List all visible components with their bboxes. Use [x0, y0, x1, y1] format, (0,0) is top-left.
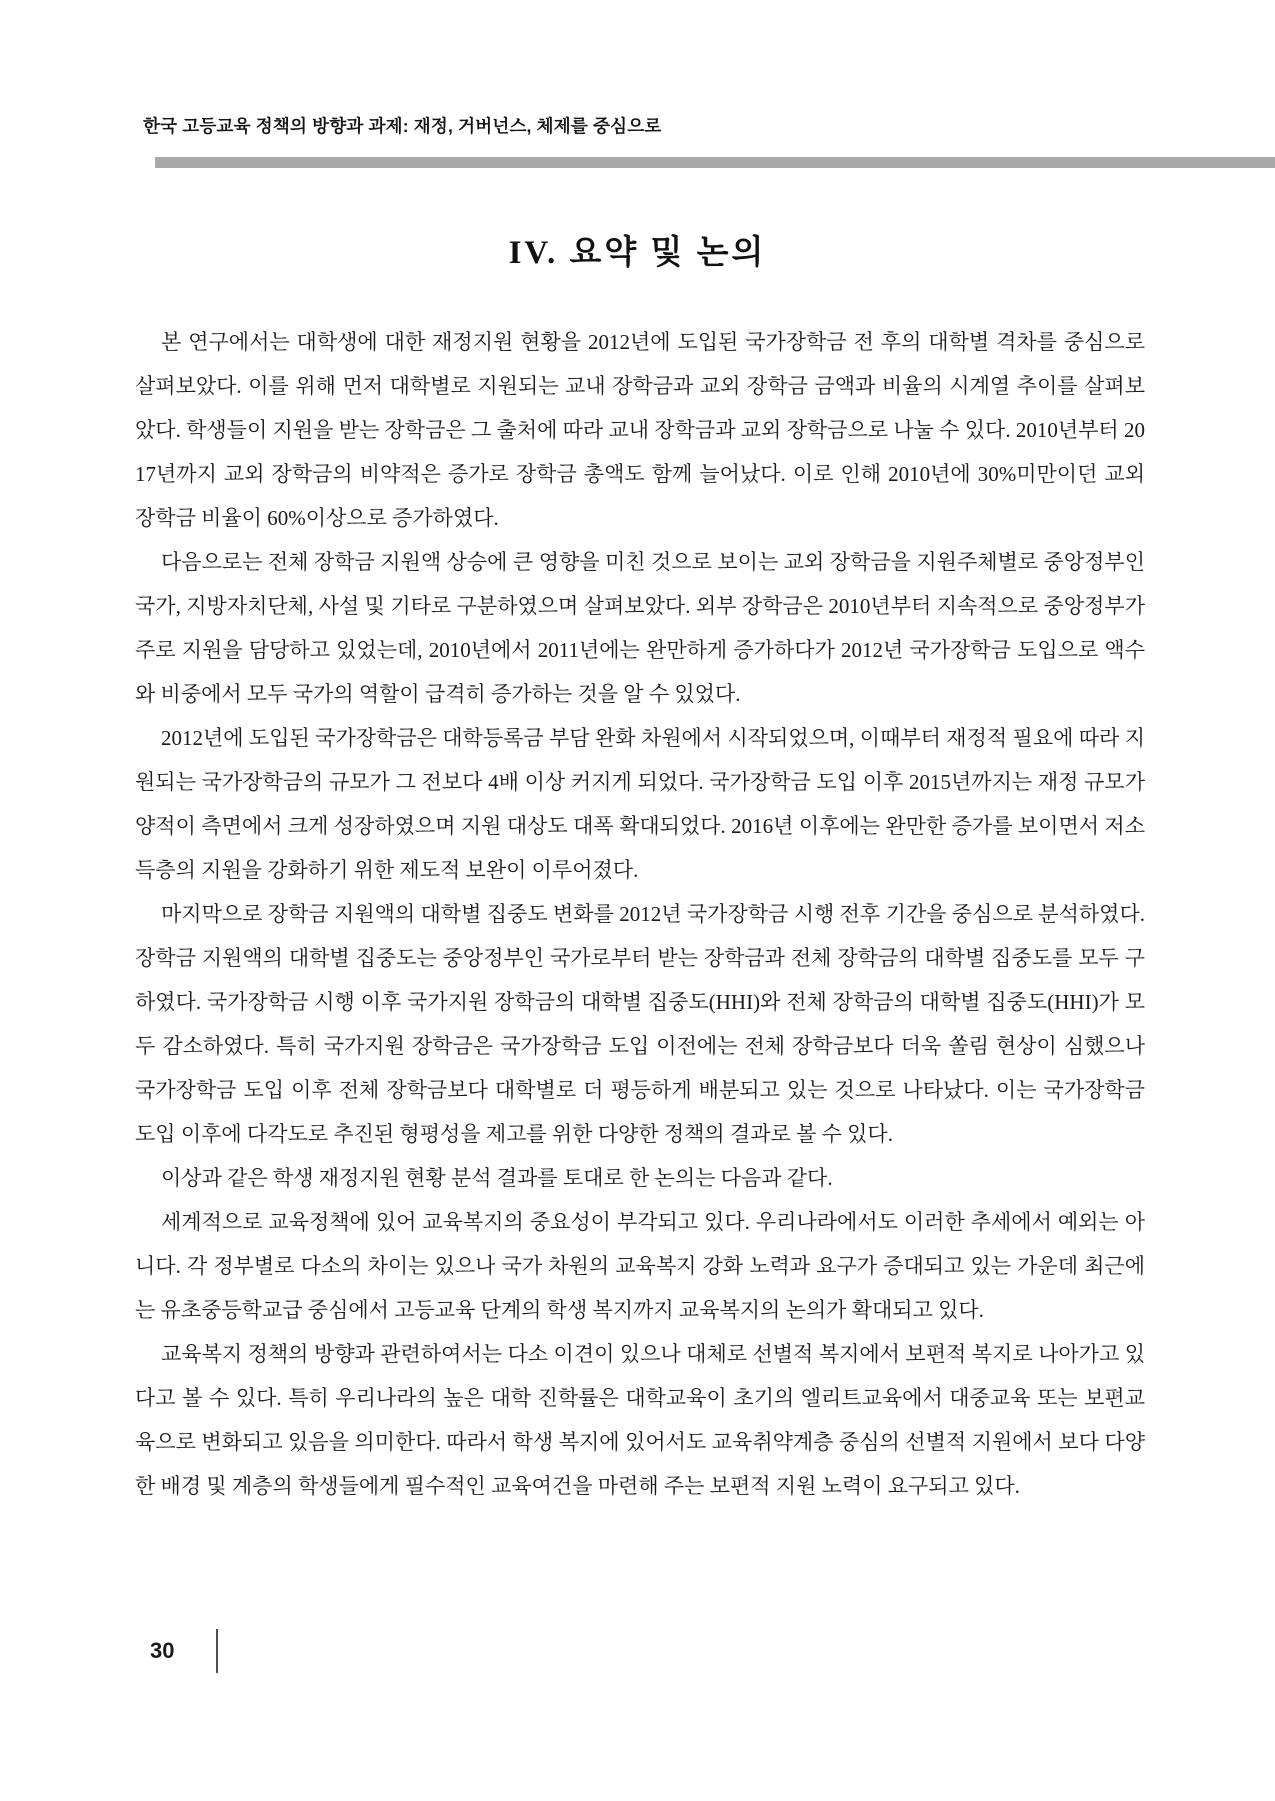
paragraph: 본 연구에서는 대학생에 대한 재정지원 현황을 2012년에 도입된 국가장학금 전 후의 대학별 격차를 중심으로 살펴보았다. 이를 위해 먼저 대학별로 지원되는 교내 장학금과 교외 장학금 금액과 비율의 시계열 추이를 살펴보았다. 학생들이 지원을 받는 장학금은 그 출처에 따라 교내 장학금과 교외 장학금으로 나눌 수 있다. 2010년부터 2017년까지 교외 장학금의 비약적은 증가로 장학금 총액도 함께 늘어났다. 이로 인해 2010년에 30%미만이던 교외 장학금 비율이 60%이상으로 증가하였다.: [135, 330, 1145, 530]
paragraph: 이상과 같은 학생 재정지원 현황 분석 결과를 토대로 한 논의는 다음과 같다.: [161, 1166, 833, 1190]
page-footer: [150, 1628, 218, 1674]
section-title: IV. 요약 및 논의: [508, 235, 767, 271]
paragraph: 다음으로는 전체 장학금 지원액 상승에 큰 영향을 미친 것으로 보이는 교외 장학금을 지원주체별로 중앙정부인 국가, 지방자치단체, 사설 및 기타로 구분하였으며 살펴보았다. 외부 장학금은 2010년부터 지속적으로 중앙정부가 주로 지원을 담당하고 있었는데, 2010년에서 2011년에는 완만하게 증가하다가 2012년 국가장학금 도입으로 액수와 비중에서 모두 국가의 역할이 급격히 증가하는 것을 알 수 있었다.: [135, 550, 1145, 706]
body-text: [135, 320, 1145, 1508]
paragraph: 교육복지 정책의 방향과 관련하여서는 다소 이견이 있으나 대체로 선별적 복지에서 보편적 복지로 나아가고 있다고 볼 수 있다. 특히 우리나라의 높은 대학 진학률은 대학교육이 초기의 엘리트교육에서 대중교육 또는 보편교육으로 변화되고 있음을 의미한다. 따라서 학생 복지에 있어서도 교육취약계층 중심의 선별적 지원에서 보다 다양한 배경 및 계층의 학생들에게 필수적인 교육여건을 마련해 주는 보편적 지원 노력이 요구되고 있다.: [135, 1342, 1145, 1498]
running-head: 한국 고등교육 정책의 방향과 과제: 재정, 거버넌스, 체제를 중심으로: [143, 116, 662, 136]
header-rule: [155, 157, 1275, 168]
paragraph: 2012년에 도입된 국가장학금은 대학등록금 부담 완화 차원에서 시작되었으며, 이때부터 재정적 필요에 따라 지원되는 국가장학금의 규모가 그 전보다 4배 이상 커지게 되었다. 국가장학금 도입 이후 2015년까지는 재정 규모가 양적이 측면에서 크게 성장하였으며 지원 대상도 대폭 확대되었다. 2016년 이후에는 완만한 증가를 보이면서 저소득층의 지원을 강화하기 위한 제도적 보완이 이루어졌다.: [135, 726, 1145, 882]
paragraph: 마지막으로 장학금 지원액의 대학별 집중도 변화를 2012년 국가장학금 시행 전후 기간을 중심으로 분석하였다. 장학금 지원액의 대학별 집중도는 중앙정부인 국가로부터 받는 장학금과 전체 장학금의 대학별 집중도를 모두 구하였다. 국가장학금 시행 이후 국가지원 장학금의 대학별 집중도(HHI)와 전체 장학금의 대학별 집중도(HHI)가 모두 감소하였다. 특히 국가지원 장학금은 국가장학금 도입 이전에는 전체 장학금보다 더욱 쏠림 현상이 심했으나 국가장학금 도입 이후 전체 장학금보다 대학별로 더 평등하게 배분되고 있는 것으로 나타났다. 이는 국가장학금 도입 이후에 다각도로 추진된 형평성을 제고를 위한 다양한 정책의 결과로 볼 수 있다.: [135, 902, 1145, 1146]
footer-rule: [216, 1629, 218, 1673]
paragraph: 세계적으로 교육정책에 있어 교육복지의 중요성이 부각되고 있다. 우리나라에서도 이러한 추세에서 예외는 아니다. 각 정부별로 다소의 차이는 있으나 국가 차원의 교육복지 강화 노력과 요구가 증대되고 있는 가운데 최근에는 유초중등학교급 중심에서 고등교육 단계의 학생 복지까지 교육복지의 논의가 확대되고 있다.: [135, 1210, 1145, 1322]
page-number: 30: [150, 1638, 175, 1663]
